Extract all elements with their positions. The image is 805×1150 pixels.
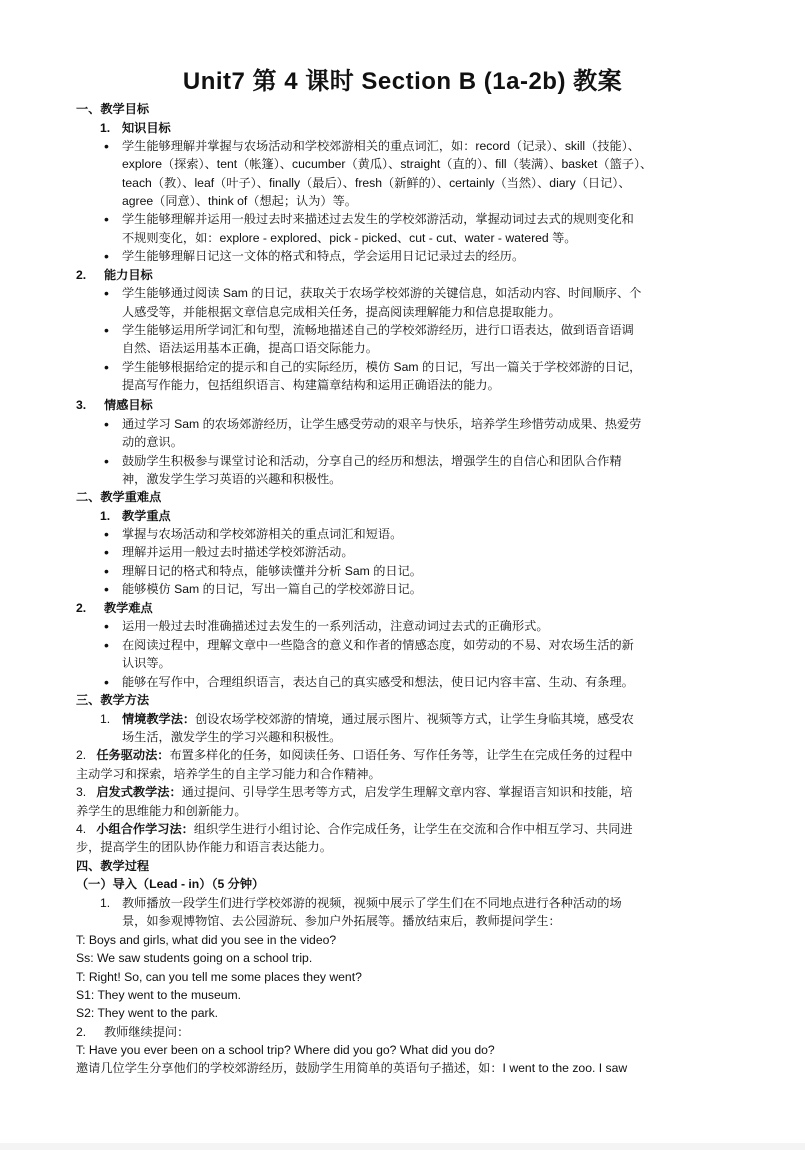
bullet-icon: • [104,618,109,634]
item-number: 1. [100,712,111,726]
bullet-icon: • [104,453,109,469]
text-line: 学生能够运用所学词汇和句型，流畅地描述自己的学校郊游经历，进行口语表达，做到语音语调 [122,323,634,337]
bullet-icon: • [104,563,109,579]
text-line: 在阅读过程中，理解文章中一些隐含的意义和作者的情感态度，如劳动的不易、对农场生活的新 [122,638,634,652]
text-line: 掌握与农场活动和学校郊游相关的重点词汇和短语。 [122,527,403,541]
text-line [122,710,634,728]
page-title: Unit7 第 4 课时 Section B (1a-2b) 教案 [182,68,623,95]
text-line: 不规则变化，如：explore - explored、pick - picked、cut - cut、water - watered 等。 [122,231,577,245]
text-line: agree（同意）、think of（想起；认为）等。 [122,194,357,208]
method-text: 布置多样化的任务，如阅读任务、口语任务、写作任务等，让学生在完成任务的过程中 [169,748,633,762]
text-line [76,783,633,801]
text-line: 能够模仿 Sam 的日记，写出一篇自己的学校郊游日记。 [122,582,422,596]
subsection-heading: （一）导入（Lead - in）（5 分钟） [76,877,265,891]
subsection-number: 2. [76,268,87,282]
method-term: 小组合作学习法： [96,822,194,836]
dialogue-line: T: Right! So, can you tell me some places they went? [76,970,362,984]
method-text: 组织学生进行小组讨论、合作完成任务，让学生在交流和合作中相互学习、共同进 [193,822,633,836]
text-line: 教师继续提问： [104,1025,190,1039]
method-text: 通过提问、引导学生思考等方式，启发学生理解文章内容、掌握语言知识和技能，培 [181,785,633,799]
text-line: 步，提高学生的团队协作能力和语言表达能力。 [76,840,332,854]
text-line: 学生能够根据给定的提示和自己的实际经历，模仿 Sam 的日记，写出一篇关于学校郊游的日记， [122,360,642,374]
method-text: 创设农场学校郊游的情境，通过展示图片、视频等方式，让学生身临其境，感受农 [195,712,634,726]
subsection-number: 1. [100,509,111,523]
text-line: 场生活，激发学生的学习兴趣和积极性。 [122,730,342,744]
subsection-heading: 教学难点 [104,601,153,615]
bullet-icon: • [104,581,109,597]
bullet-icon: • [104,248,109,264]
text-line: 神，激发学生学习英语的兴趣和积极性。 [122,472,342,486]
bullet-icon: • [104,211,109,227]
bullet-icon: • [104,674,109,690]
section-heading: 二、教学重难点 [76,490,162,504]
text-line: 邀请几位学生分享他们的学校郊游经历，鼓励学生用简单的英语句子描述，如：I went to the zoo. I saw [76,1061,628,1075]
item-number: 2. [76,748,87,762]
text-line: 运用一般过去时准确描述过去发生的一系列活动，注意动词过去式的正确形式。 [122,619,549,633]
text-line: 认识等。 [122,656,171,670]
text-line: 理解并运用一般过去时描述学校郊游活动。 [122,545,354,559]
bullet-icon: • [104,416,109,432]
bullet-icon: • [104,526,109,542]
subsection-heading: 情感目标 [104,398,153,412]
dialogue-line: T: Have you ever been on a school trip? Where did you go? What did you do? [76,1043,495,1057]
subsection-number: 2. [76,601,87,615]
text-line [76,820,633,838]
method-term: 任务驱动法： [96,748,170,762]
subsection-number: 3. [76,398,87,412]
bullet-icon: • [104,359,109,375]
method-term: 情境教学法： [122,712,196,726]
text-line: 养学生的思维能力和创新能力。 [76,804,247,818]
text-line: 学生能够理解日记这一文体的格式和特点，学会运用日记记录过去的经历。 [122,249,525,263]
text-line: 主动学习和探索，培养学生的自主学习能力和合作精神。 [76,767,381,781]
text-line: 自然、语法运用基本正确，提高口语交际能力。 [122,341,378,355]
subsection-heading: 教学重点 [122,509,171,523]
text-line: 学生能够通过阅读 Sam 的日记，获取关于农场学校郊游的关键信息，如活动内容、时间顺序、个 [122,286,642,300]
text-line: 学生能够理解并运用一般过去时来描述过去发生的学校郊游活动，掌握动词过去式的规则变化和 [122,212,634,226]
item-number: 1. [100,896,111,910]
item-number: 4. [76,822,87,836]
text-line: 通过学习 Sam 的农场郊游经历，让学生感受劳动的艰辛与快乐，培养学生珍惜劳动成果、热爱劳 [122,417,642,431]
subsection-heading: 知识目标 [122,121,171,135]
section-heading: 三、教学方法 [76,693,150,707]
text-line [76,746,633,764]
bullet-icon: • [104,322,109,338]
section-heading: 四、教学过程 [76,859,150,873]
dialogue-line: S2: They went to the park. [76,1006,219,1020]
subsection-number: 1. [100,121,111,135]
text-line: 提高写作能力，包括组织语言、构建篇章结构和运用正确语法的能力。 [122,378,500,392]
text-line: 能够在写作中，合理组织语言，表达自己的真实感受和想法，使日记内容丰富、生动、有条理。 [122,675,634,689]
text-line: 鼓励学生积极参与课堂讨论和活动，分享自己的经历和想法，增强学生的自信心和团队合作精 [122,454,622,468]
section-heading: 一、教学目标 [76,102,150,116]
bullet-icon: • [104,138,109,154]
text-line: 学生能够理解并掌握与农场活动和学校郊游相关的重点词汇，如：record（记录）、skill（技能）、 [122,139,640,153]
dialogue-line: S1: They went to the museum. [76,988,242,1002]
dialogue-line: Ss: We saw students going on a school trip. [76,951,313,965]
item-number: 3. [76,785,87,799]
text-line: explore（探索）、tent（帐篷）、cucumber（黄瓜）、straight（直的）、fill（装满）、basket（篮子）、 [122,157,653,171]
text-line: 景，如参观博物馆、去公园游玩、参加户外拓展等。播放结束后，教师提问学生： [122,914,561,928]
text-line: teach（教）、leaf（叶子）、finally（最后）、fresh（新鲜的）、certainly（当然）、diary（日记）、 [122,176,631,190]
method-term: 启发式教学法： [96,785,182,799]
text-line: 人感受等，并能根据文章信息完成相关任务，提高阅读理解能力和信息提取能力。 [122,305,561,319]
subsection-heading: 能力目标 [104,268,153,282]
text-line: 教师播放一段学生们进行学校郊游的视频，视频中展示了学生们在不同地点进行各种活动的场 [122,896,622,910]
bullet-icon: • [104,544,109,560]
dialogue-line: T: Boys and girls, what did you see in the video? [76,933,337,947]
text-line: 理解日记的格式和特点，能够读懂并分析 Sam 的日记。 [122,564,422,578]
item-number: 2. [76,1025,87,1039]
text-line: 动的意识。 [122,435,183,449]
bullet-icon: • [104,637,109,653]
bullet-icon: • [104,285,109,301]
